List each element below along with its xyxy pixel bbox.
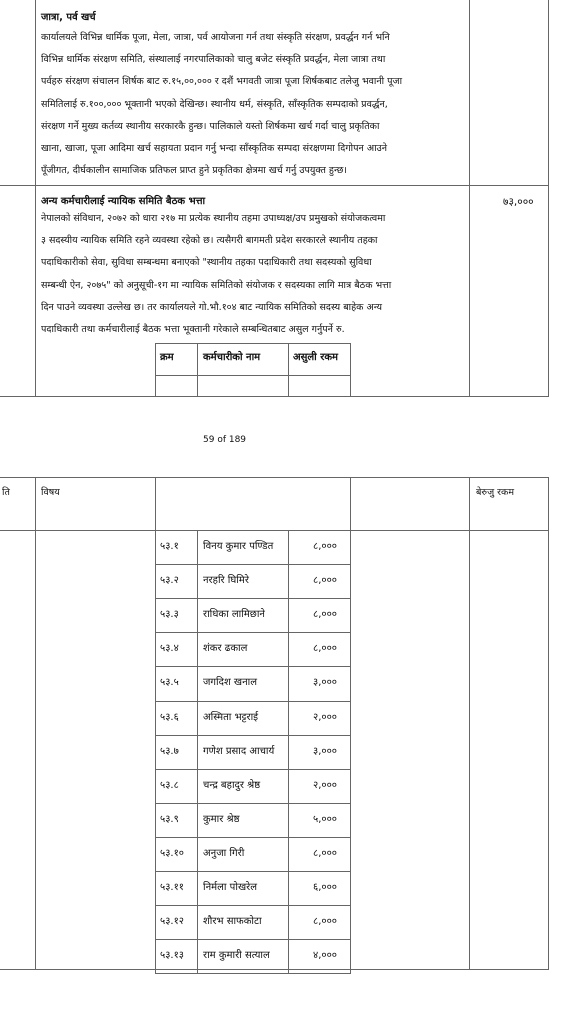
recovery-row-name: शौरभ साफकोटा	[203, 916, 262, 928]
recovery-row-amount: २,०००	[313, 711, 337, 723]
page1-bottom-border	[0, 396, 549, 397]
recovery-row-sn: ५३.८	[160, 779, 179, 791]
page1-row-divider	[0, 185, 549, 186]
recovery-row-sn: ५३.३	[160, 609, 179, 621]
page1-border-right	[548, 0, 549, 397]
recovery-row-name: अस्मिता भट्टराई	[203, 711, 259, 723]
recovery-row-amount: २,०००	[313, 779, 337, 791]
recovery-row-sn: ५३.१३	[160, 950, 184, 962]
recovery-row-sn: ५३.११	[160, 882, 184, 893]
page2-header-divider	[0, 530, 549, 531]
section2-amount: ७३,०००	[503, 196, 534, 208]
section2-line: सम्बन्धी ऐन, २०७५" को अनुसूची-१ग मा न्यायिक समितिको संयोजक र सदस्यका लागि मात्र बैठक भत्ता	[41, 279, 392, 291]
recovery-row-sn: ५३.१	[160, 541, 179, 552]
tbl-v1	[155, 343, 156, 397]
page2-border-left	[35, 477, 36, 970]
recovery-row-amount: ८,०००	[313, 609, 337, 621]
page2-header-amount: बेरुजु रकम	[476, 487, 515, 498]
p2-tbl-v1-head	[155, 477, 156, 531]
recovery-row-amount: ८,०००	[313, 847, 337, 859]
recovery-row-name: राम कुमारी सत्याल	[203, 950, 270, 962]
recovery-row-sn: ५३.९	[160, 813, 179, 825]
page2-header-subject: विषय	[41, 487, 60, 498]
recovery-row-line	[155, 598, 351, 599]
recovery-row-sn: ५३.७	[160, 745, 179, 757]
recovery-col-line	[350, 530, 351, 973]
recovery-row-line	[155, 871, 351, 872]
section2-paragraph	[41, 208, 466, 341]
section2-heading: अन्य कर्मचारीलाई न्यायिक समिति बैठक भत्ता	[41, 196, 206, 207]
recovery-row-line	[155, 905, 351, 906]
recovery-row-name: राधिका लामिछाने	[203, 609, 265, 621]
recovery-row-line	[155, 564, 351, 565]
section1-heading: जात्रा, पर्व खर्च	[41, 12, 96, 23]
recovery-row-amount: ३,०००	[313, 677, 337, 689]
section1-line: खाना, खाजा, पूजा आदिमा खर्च सहायता प्रदान गर्नु भन्दा साँस्कृतिक सम्पदा संरक्षणमा दिगोपन आउने	[41, 143, 388, 155]
recovery-row-line	[155, 769, 351, 770]
recovery-row-name: जगदिश खनाल	[203, 677, 258, 689]
section1-line: समितिलाई रु.१००,००० भूक्तानी भएको देखिन्छ। स्थानीय धर्म, संस्कृति, साँस्कृतिक सम्पदाको प्रवर्द्धन,	[41, 98, 388, 110]
recovery-row-amount: ८,०००	[313, 916, 337, 928]
section1-line: विभिन्न धार्मिक संरक्षण समिति, संस्थालाई नगरपालिकाको चालु बजेट संस्कृति प्रवर्द्धन, मेला जात्रा तथा	[41, 54, 386, 66]
recovery-row-name: निर्मला पोखरेल	[203, 882, 257, 893]
recovery-row-sn: ५३.५	[160, 677, 179, 689]
recovery-row-sn: ५३.१०	[160, 847, 184, 859]
section1-paragraph	[41, 27, 466, 182]
recovery-col-line	[197, 530, 198, 973]
recovery-row-name: नरहरि घिमिरे	[203, 575, 249, 587]
page-number: 59 of 189	[203, 435, 247, 445]
recovery-row-line	[155, 803, 351, 804]
page2-bottom-border	[0, 969, 549, 970]
recovery-row-amount: ८,०००	[313, 643, 337, 655]
section2-line: नेपालको संविधान, २०७२ को धारा २१७ मा प्रत्येक स्थानीय तहमा उपाध्यक्ष/उप प्रमुखको संयोजकत्वमा	[41, 213, 386, 224]
header-employee-name: कर्मचारीको नाम	[203, 352, 261, 363]
page2-top-border	[0, 477, 549, 478]
tbl-v4	[350, 343, 351, 397]
recovery-row-amount: ६,०००	[313, 882, 337, 893]
recovery-row-sn: ५३.२	[160, 575, 179, 587]
recovery-col-line	[288, 530, 289, 973]
recovery-row-name: अनुजा गिरी	[203, 847, 245, 859]
recovery-row-line	[155, 939, 351, 940]
section2-line: दिन पाउने व्यवस्था उल्लेख छ। तर कार्यालयले गो.भौ.१०४ बाट न्यायिक समितिको सदस्य बाहेक अन्य	[41, 301, 383, 313]
recovery-row-amount: ८,०००	[313, 541, 337, 552]
section1-line: कार्यालयले विभिन्न धार्मिक पूजा, मेला, जात्रा, पर्व आयोजना गर्न तथा संस्कृति संरक्षण, प्रवर्द्धन गर्न भनि	[41, 32, 390, 43]
tbl-v2	[197, 343, 198, 397]
recovery-row-line	[155, 735, 351, 736]
recovery-row-amount: ५,०००	[313, 813, 337, 825]
header-sn: क्रम	[160, 352, 174, 363]
page1-border-left	[35, 0, 36, 397]
recovery-row-name: शंकर ढकाल	[203, 643, 248, 655]
tbl-h-mid	[155, 375, 351, 376]
recovery-row-line	[155, 701, 351, 702]
recovery-row-sn: ५३.४	[160, 643, 179, 655]
recovery-row-line	[155, 973, 351, 974]
page2-border-mid	[469, 477, 470, 970]
recovery-row-sn: ५३.६	[160, 711, 179, 723]
section1-line: पर्वहरु संरक्षण संचालन शिर्षक बाट रु.१५,००,००० र दशैं भगवती जात्रा पूजा शिर्षकबाट तलेजु भवानी पूजा	[41, 76, 403, 88]
page1-border-mid	[469, 0, 470, 397]
section1-line: पूँजीगत, दीर्घकालीन सामाजिक प्रतिफल प्राप्त हुने प्रकृतिका क्षेत्रमा खर्च गर्नु उपयुक्त हुन्छ।	[41, 165, 347, 177]
page2-border-right	[548, 477, 549, 970]
recovery-row-name: विनय कुमार पण्डित	[203, 541, 274, 552]
recovery-row-name: कुमार श्रेष्ठ	[203, 813, 240, 825]
p2-tbl-v4-head	[350, 477, 351, 531]
tbl-v3	[288, 343, 289, 397]
tbl-h-top	[155, 343, 351, 344]
recovery-row-amount: ४,०००	[313, 950, 337, 962]
recovery-row-name: चन्द्र बहादुर श्रेष्ठ	[203, 779, 261, 791]
header-recovery-amount: असुली रकम	[293, 352, 339, 363]
recovery-row-amount: ३,०००	[313, 745, 337, 757]
section2-line: पदाधिकारी तथा कर्मचारीलाई बैठक भत्ता भूक्तानी गरेकाले सम्बन्धितबाट असुल गर्नुपर्ने रु.	[41, 324, 345, 336]
recovery-row-line	[155, 632, 351, 633]
recovery-row-line	[155, 837, 351, 838]
recovery-row-amount: ८,०००	[313, 575, 337, 587]
recovery-row-name: गणेश प्रसाद आचार्य	[203, 745, 275, 757]
page2-header-left: ति	[2, 487, 10, 498]
section2-line: पदाधिकारीको सेवा, सुविधा सम्बन्धमा बनाएको "स्थानीय तहका पदाधिकारी तथा सदस्यको सुविधा	[41, 257, 372, 269]
section2-line: ३ सदस्यीय न्यायिक समिति रहने व्यवस्था रहेको छ। त्यसैगरी बागमती प्रदेश सरकारले स्थानीय तहका	[41, 235, 378, 247]
recovery-col-line	[155, 530, 156, 973]
section1-line: संरक्षण गर्ने मुख्य कर्तव्य स्थानीय सरकारकै हुन्छ। पालिकाले यस्तो शिर्षकमा खर्च गर्दा चालु प्रकृतिका	[41, 120, 380, 132]
recovery-row-line	[155, 666, 351, 667]
recovery-row-sn: ५३.१२	[160, 916, 184, 928]
